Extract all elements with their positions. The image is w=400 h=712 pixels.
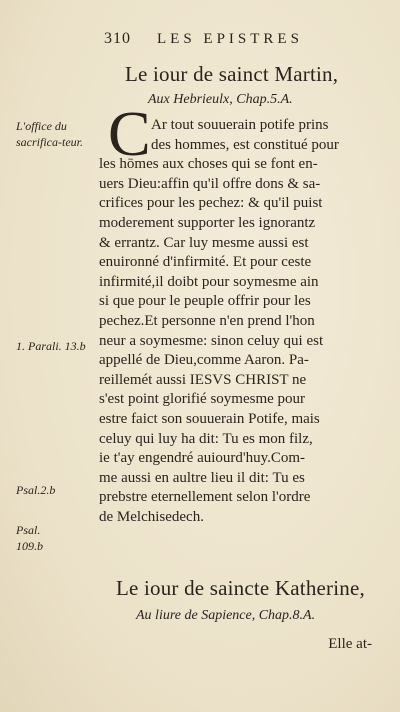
text-line: uers Dieu:affin qu'il offre dons & sa- — [99, 175, 321, 192]
text-line: s'est point glorifié soymesme pour — [99, 391, 306, 408]
text-line: pechez.Et personne n'en prend l'hon — [99, 312, 315, 329]
text-line: me aussi en aultre lieu il dit: Tu es — [99, 469, 305, 486]
text-line: appellé de Dieu,comme Aaron. Pa- — [99, 352, 309, 369]
section-title-katherine: Le iour de saincte Katherine, — [116, 576, 365, 600]
page-number: 310 — [104, 30, 131, 47]
text-line: crifices pour les pechez: & qu'il puist — [99, 195, 323, 212]
drop-capital: C — [108, 98, 151, 169]
text-line: & errantz. Car luy mesme aussi est — [99, 234, 309, 251]
epistle-text-martin — [99, 116, 384, 527]
margin-note-paralipomenes: 1. Parali. 13.b — [16, 339, 86, 353]
text-line: celuy qui luy ha dit: Tu es mon filz, — [99, 430, 313, 447]
text-line: neur a soymesme: sinon celuy qui est — [99, 332, 324, 349]
text-line: enuironné d'infirmité. Et pour ceste — [99, 254, 312, 271]
margin-note-office: L'office du sacrifica-teur. — [16, 119, 83, 149]
text-line: des hommes, est constitué pour — [151, 136, 339, 153]
text-line: prebstre eternellement selon l'ordre — [99, 489, 311, 506]
text-line: reillemét aussi IESVS CHRIST ne — [99, 371, 307, 388]
running-title: LES EPISTRES — [157, 31, 303, 47]
running-header — [104, 30, 384, 48]
text-line: Ar tout souuerain potife prins — [151, 117, 329, 133]
text-line: de Melchisedech. — [99, 508, 204, 525]
text-line: les hōmes aux choses qui se font en- — [99, 156, 318, 173]
catchword: Elle at- — [328, 636, 372, 652]
section-reference-martin: Aux Hebrieulx, Chap.5.A. — [148, 92, 293, 107]
margin-note-psalm-109: Psal. 109.b — [16, 523, 43, 553]
section-title-martin: Le iour de sainct Martin, — [125, 62, 339, 86]
section-reference-katherine: Au liure de Sapience, Chap.8.A. — [136, 608, 316, 623]
text-line: estre faict son souuerain Potife, mais — [99, 410, 320, 427]
text-line: si que pour le peuple offrir pour les — [99, 293, 311, 310]
margin-note-psalm-2: Psal.2.b — [16, 483, 56, 497]
text-line: ie t'ay engendré auiourd'huy.Com- — [99, 450, 306, 467]
text-line: moderement supporter les ignorantz — [99, 214, 316, 231]
text-line: infirmité,il doibt pour soymesme ain — [99, 273, 319, 290]
